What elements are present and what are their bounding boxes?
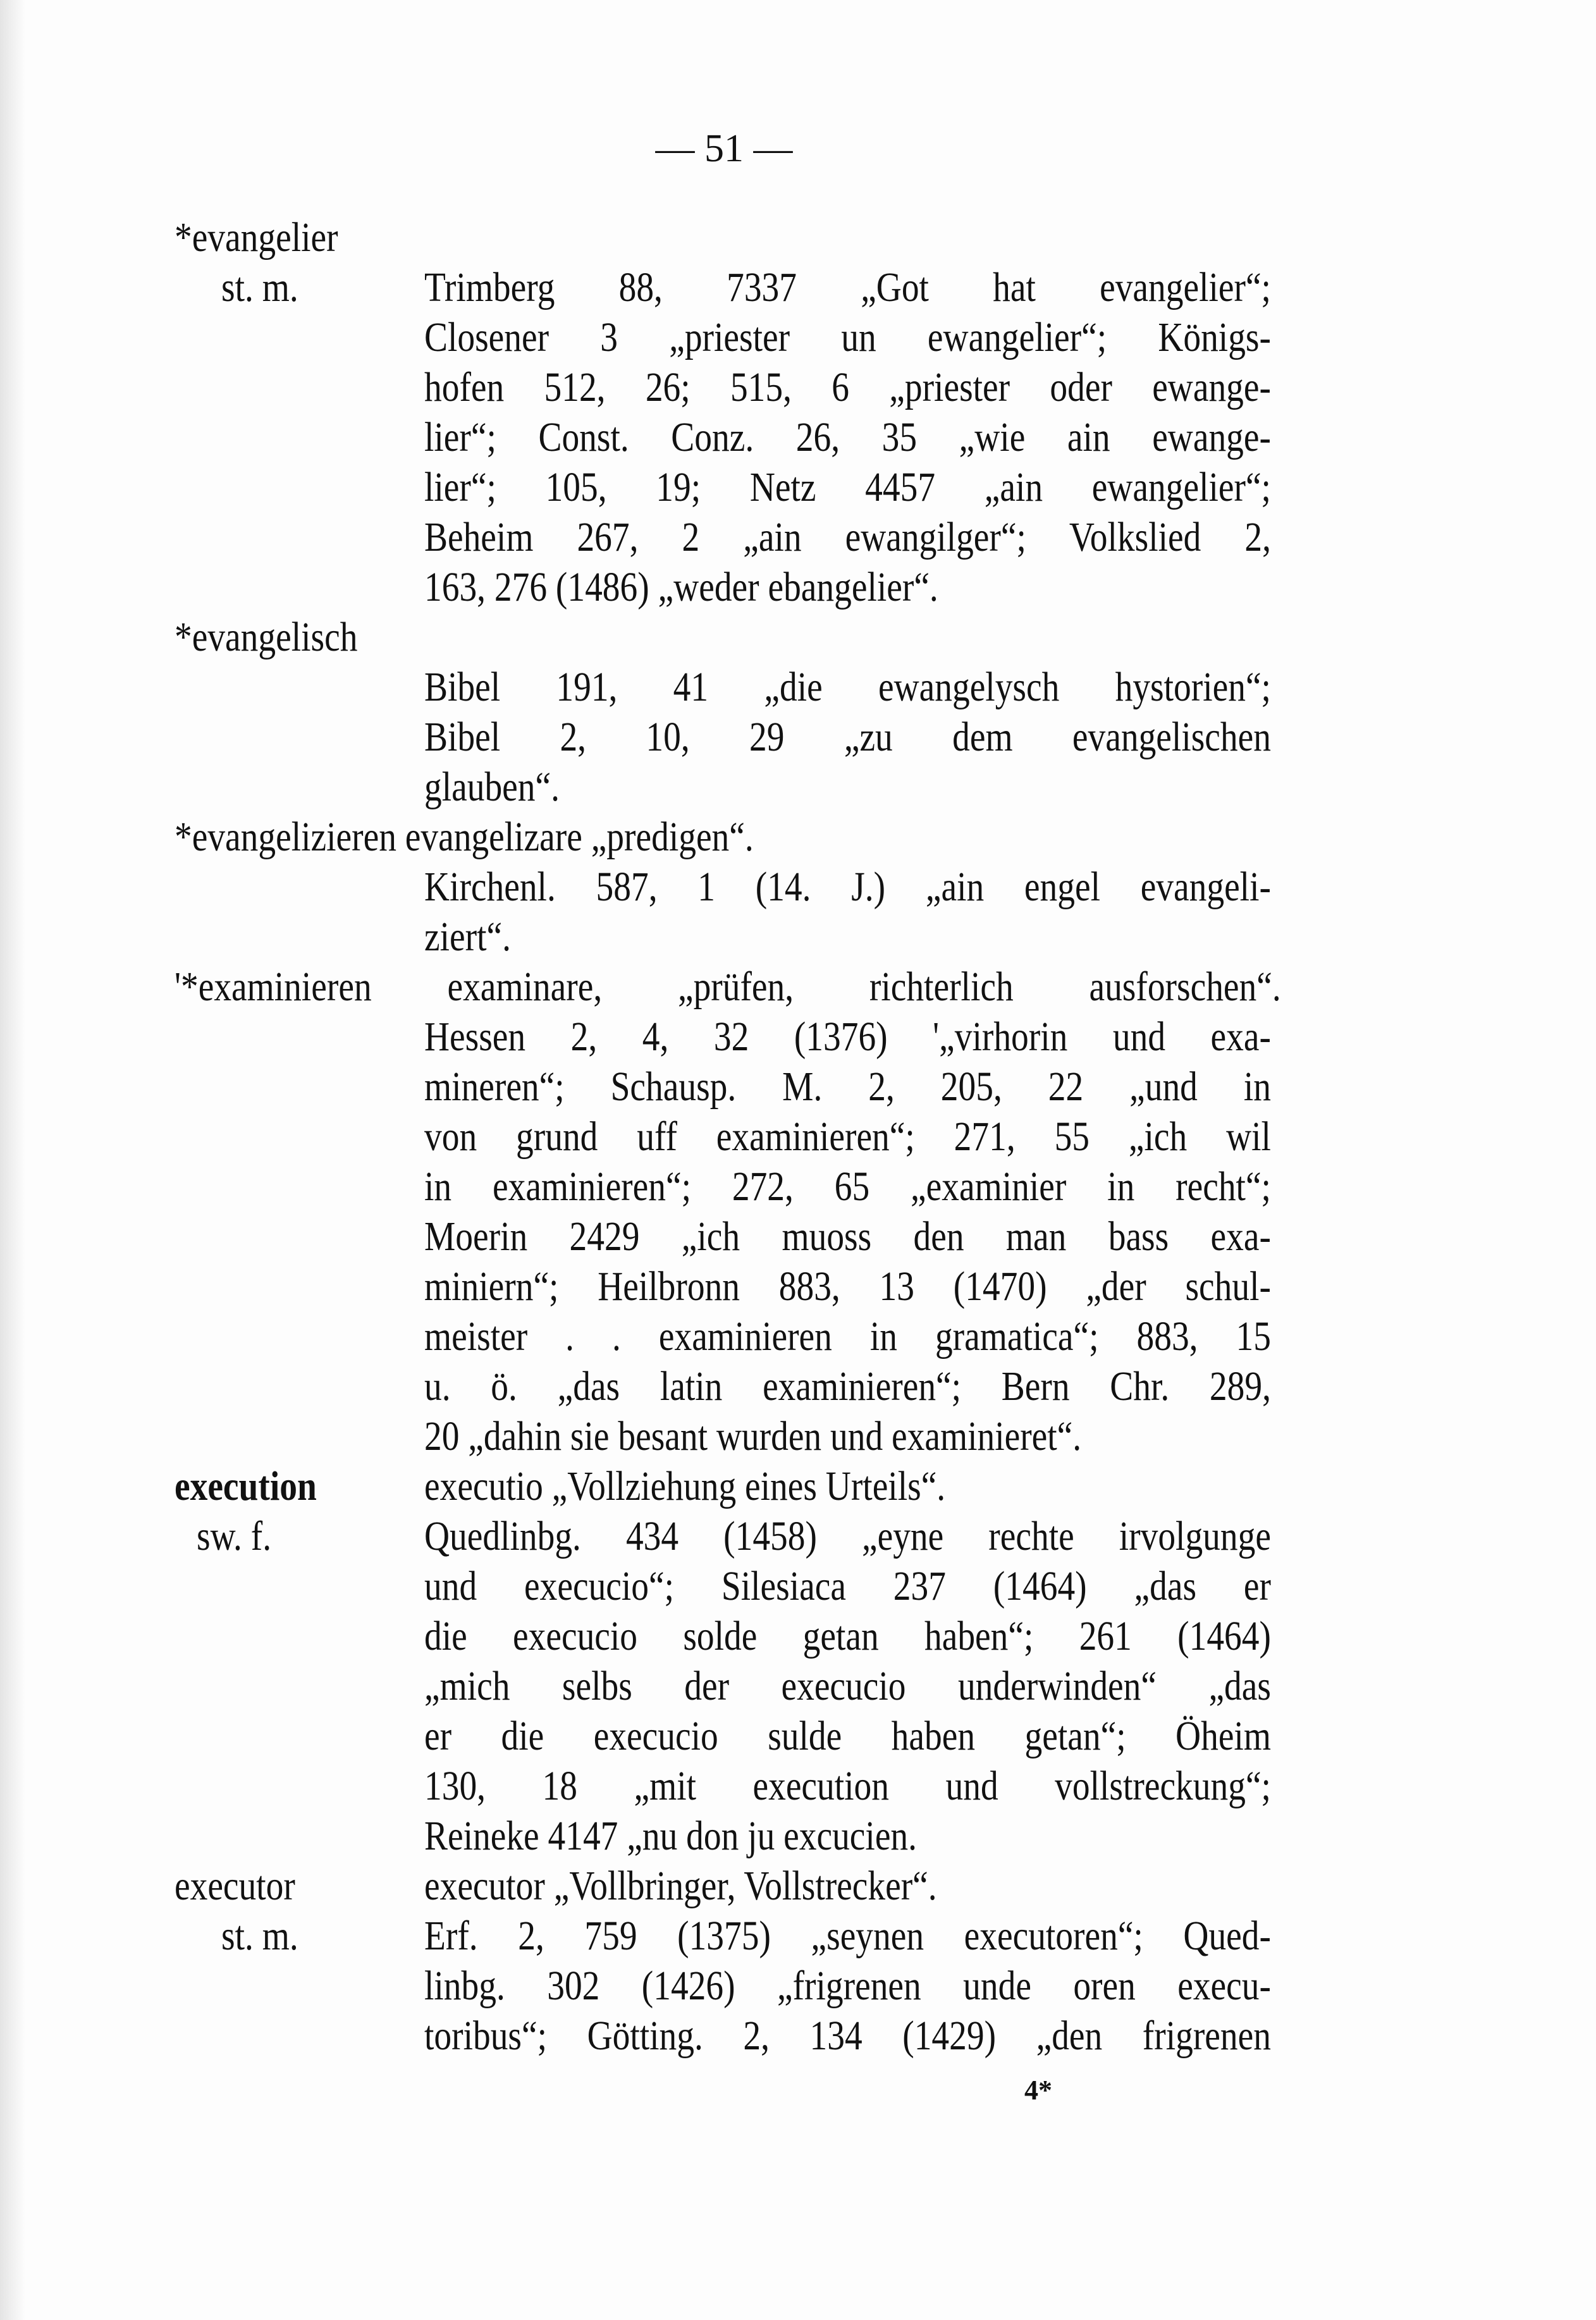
- text-line: [0, 1811, 1596, 1861]
- text-line: [0, 1961, 1596, 2011]
- text-line: [0, 712, 1596, 762]
- text-line: [0, 662, 1596, 712]
- entry-citation-text: die execucio solde getan haben“; 261 (1464): [424, 1613, 1271, 1659]
- entry-citation-text: „mich selbs der execucio underwinden“ „das: [424, 1663, 1271, 1709]
- entry-citation-text: er die execucio sulde haben getan“; Öheim: [424, 1713, 1271, 1759]
- text-line: [0, 1261, 1596, 1311]
- text-line: [0, 912, 1596, 962]
- entry-citation-text: Beheim 267, 2 „ain ewangilger“; Volkslied 2,: [424, 514, 1271, 560]
- entry-citation-text: Bibel 191, 41 „die ewangelysch hystorien“;: [424, 664, 1271, 710]
- text-line: [0, 1162, 1596, 1212]
- text-line: [0, 212, 1596, 262]
- text-line: [0, 862, 1596, 912]
- text-line: [0, 812, 1596, 862]
- entry-headword: st. m.: [221, 264, 298, 310]
- text-line: [0, 1112, 1596, 1162]
- entry-citation-text: 130, 18 „mit execution und vollstreckung“;: [424, 1763, 1271, 1809]
- text-line: [0, 762, 1596, 812]
- text-line: [0, 1062, 1596, 1112]
- entry-headword-line: '*examinieren examinare, „prüfen, richterlich ausforschen“.: [175, 964, 1281, 1010]
- text-line: [0, 962, 1596, 1012]
- entry-citation-text: 163, 276 (1486) „weder ebangelier“.: [424, 564, 938, 610]
- text-line: [0, 1361, 1596, 1411]
- text-line: [0, 1411, 1596, 1461]
- entry-citation-text: toribus“; Götting. 2, 134 (1429) „den frigrenen: [424, 2013, 1271, 2059]
- text-line: [0, 462, 1596, 512]
- entry-headword: *evangelier: [175, 214, 338, 261]
- text-line: [0, 1661, 1596, 1711]
- entry-citation-text: linbg. 302 (1426) „frigrenen unde oren execu-: [424, 1963, 1271, 2009]
- entry-citation-text: Kirchenl. 587, 1 (14. J.) „ain engel evangeli-: [424, 864, 1271, 910]
- entry-headword: execution: [175, 1463, 317, 1509]
- text-line: [0, 562, 1596, 612]
- entry-headword: st. m.: [221, 1913, 298, 1959]
- text-line: [0, 1611, 1596, 1661]
- entry-citation-text: lier“; 105, 19; Netz 4457 „ain ewangelier“;: [424, 464, 1271, 510]
- entry-citation-text: Quedlinbg. 434 (1458) „eyne rechte irvolgunge: [424, 1513, 1271, 1559]
- entry-citation-text: Trimberg 88, 7337 „Got hat evangelier“;: [424, 264, 1271, 310]
- text-line: [0, 1711, 1596, 1761]
- entry-citation-text: u. ö. „das latin examinieren“; Bern Chr. 289,: [424, 1363, 1271, 1409]
- entry-citation-text: und execucio“; Silesiaca 237 (1464) „das er: [424, 1563, 1271, 1609]
- entry-headword-line: *evangelizieren evangelizare „predigen“.: [175, 814, 754, 860]
- text-line: [0, 412, 1596, 462]
- text-line: [0, 1761, 1596, 1811]
- text-line: [0, 362, 1596, 412]
- entry-citation-text: Closener 3 „priester un ewangelier“; Königs-: [424, 314, 1271, 360]
- signature-mark: 4*: [1024, 2075, 1052, 2106]
- entry-citation-text: miniern“; Heilbronn 883, 13 (1470) „der schul-: [424, 1263, 1271, 1310]
- entry-citation-text: 20 „dahin sie besant wurden und examinieret“.: [424, 1413, 1082, 1459]
- text-line: [0, 2011, 1596, 2061]
- text-line: [0, 1461, 1596, 1511]
- entry-headword: sw. f.: [197, 1513, 272, 1559]
- entry-citation-text: ziert“.: [424, 914, 511, 960]
- text-line: [0, 1911, 1596, 1961]
- text-line: [0, 1861, 1596, 1911]
- entry-citation-text: Bibel 2, 10, 29 „zu dem evangelischen: [424, 714, 1271, 760]
- entry-citation-text: Moerin 2429 „ich muoss den man bass exa-: [424, 1213, 1271, 1260]
- text-line: [0, 1511, 1596, 1561]
- entry-citation-text: meister . . examinieren in gramatica“; 883, 15: [424, 1313, 1271, 1359]
- entry-citation-text: Erf. 2, 759 (1375) „seynen executoren“; Qued-: [424, 1913, 1271, 1959]
- entry-citation-text: in examinieren“; 272, 65 „examinier in recht“;: [424, 1163, 1271, 1210]
- text-line: [0, 1311, 1596, 1361]
- entry-headword: executor: [175, 1863, 295, 1909]
- text-line: [0, 1561, 1596, 1611]
- text-line: [0, 312, 1596, 362]
- entry-headword: *evangelisch: [175, 614, 358, 660]
- entry-citation-text: von grund uff examinieren“; 271, 55 „ich wil: [424, 1114, 1271, 1160]
- entry-citation-text: glauben“.: [424, 764, 560, 810]
- page-number: — 51 —: [655, 127, 793, 170]
- entry-citation-text: executor „Vollbringer, Vollstrecker“.: [424, 1863, 937, 1909]
- entry-citation-text: Reineke 4147 „nu don ju excucien.: [424, 1813, 918, 1859]
- entry-citation-text: mineren“; Schausp. M. 2, 205, 22 „und in: [424, 1064, 1271, 1110]
- entry-citation-text: Hessen 2, 4, 32 (1376) '„virhorin und exa-: [424, 1014, 1271, 1060]
- text-line: [0, 1212, 1596, 1261]
- text-line: [0, 1012, 1596, 1062]
- text-line: [0, 512, 1596, 562]
- entry-citation-text: lier“; Const. Conz. 26, 35 „wie ain ewange-: [424, 414, 1271, 460]
- text-line: [0, 262, 1596, 312]
- entry-citation-text: executio „Vollziehung eines Urteils“.: [424, 1463, 946, 1509]
- text-line: [0, 612, 1596, 662]
- entry-citation-text: hofen 512, 26; 515, 6 „priester oder ewange-: [424, 364, 1271, 410]
